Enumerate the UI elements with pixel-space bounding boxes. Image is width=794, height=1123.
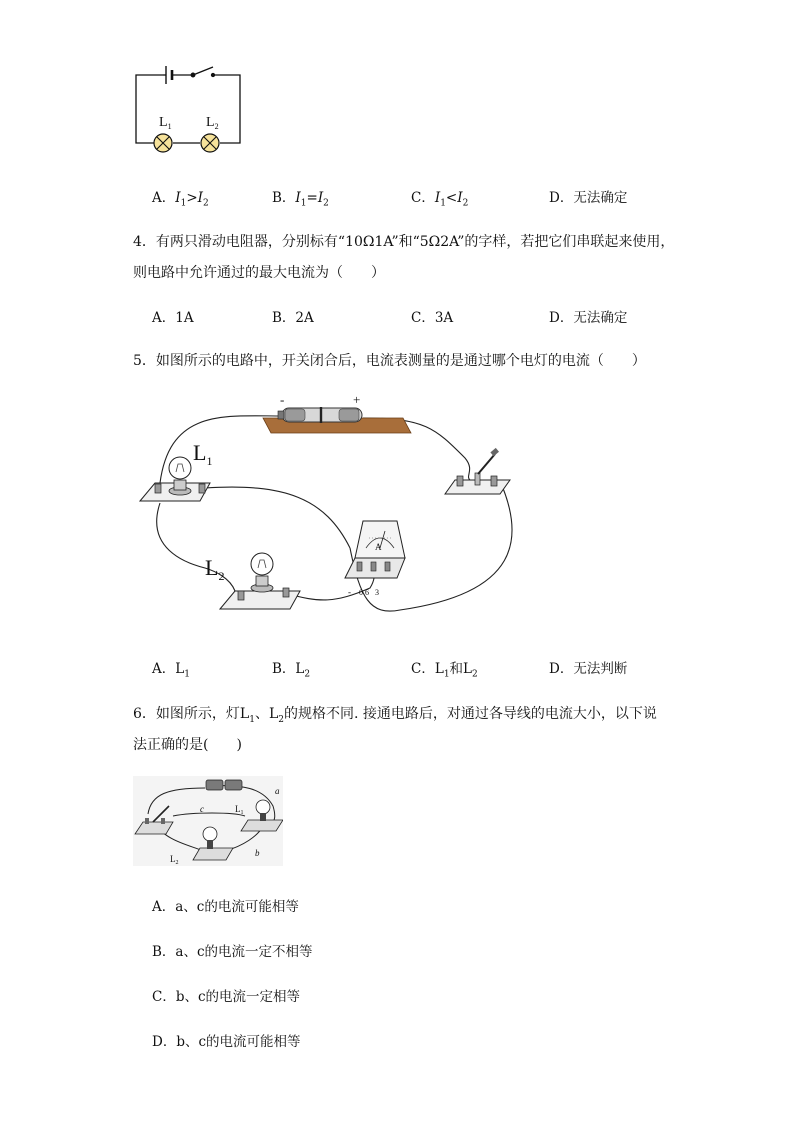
battery-minus-label: - [280,392,285,407]
q3-option-d[interactable]: D．无法确定 [549,190,628,206]
q5-option-d[interactable]: D．无法判断 [549,661,628,677]
q6-stem-line1: 6．如图所示，灯$L_1$、$L_2$的规格不同. 接通电路后，对通过各导线的电流大小，以下说 [133,706,657,725]
q4-stem-line1: 4．有两只滑动电阻器，分别标有“10Ω1A”和“5Ω2A”的字样，若把它们串联起来使用， [133,234,675,250]
wire-a-label: a [275,786,280,796]
q5-option-b[interactable]: B．$L_2$ [272,661,311,680]
wire-c-label: c [200,804,204,814]
q5-stem-line1: 5．如图所示的电路中，开关闭合后，电流表测量的是通过哪个电灯的电流（ ） [133,353,646,369]
q4-option-d[interactable]: D．无法确定 [549,310,628,326]
q6-option-d[interactable]: D．b、c的电流可能相等 [152,1034,301,1050]
svg-text:L2: $L_2$ [206,115,219,131]
q5-option-a[interactable]: A．$L_1$ [152,661,190,680]
q3-option-c[interactable]: C．$I_1<I_2$ [411,190,469,209]
q6-option-a[interactable]: A．a、c的电流可能相等 [152,899,299,915]
q6-l1-label: L [235,804,241,814]
battery-plus-label: + [353,392,361,407]
q6-l2-label: L [170,854,176,864]
ammeter-scale-3: 3 [375,588,379,597]
q4-option-a[interactable]: A．1A [152,310,194,326]
ammeter-label: A [375,542,382,552]
ammeter-minus: - [348,587,351,597]
battery [263,407,411,433]
q3-lamp-l2 [201,134,219,152]
q3-circuit-diagram [125,60,255,160]
q6-option-c[interactable]: C．b、c的电流一定相等 [152,989,301,1005]
q6-circuit-diagram [133,776,283,866]
q5-option-c[interactable]: C．$L_1$和$L_2$ [411,661,478,680]
q4-option-b[interactable]: B．2A [272,310,314,326]
q4-stem-line2: 则电路中允许通过的最大电流为（ ） [133,265,385,281]
q6-option-b[interactable]: B．a、c的电流一定不相等 [152,944,313,960]
q6-stem-line2: 法正确的是( ) [133,737,242,753]
svg-text:L2: $L_2$ [170,854,179,866]
q3-option-b[interactable]: B．$I_1=I_2$ [272,190,329,209]
q5-l2-label: L [205,555,219,580]
svg-text:L2: $L_2$ [205,555,225,583]
q5-circuit-diagram [135,388,530,618]
svg-text:L1: $L_1$ [235,804,244,816]
q4-option-c[interactable]: C．3A [411,310,454,326]
q3-lamp-l1 [154,134,172,152]
ammeter-scale-06: 0.6 [359,588,369,597]
svg-text:L1: $L_1$ [193,440,213,468]
svg-text:L1: $L_1$ [159,115,172,131]
wire-b-label: b [255,848,260,858]
q5-switch [445,448,510,494]
q3-l2-label: L [206,115,215,130]
q3-option-a[interactable]: A．$I_1>I_2$ [152,190,209,209]
q5-l1-label: L [193,440,207,465]
q5-lamp-l2 [220,553,300,609]
q3-l1-label: L [159,115,168,130]
